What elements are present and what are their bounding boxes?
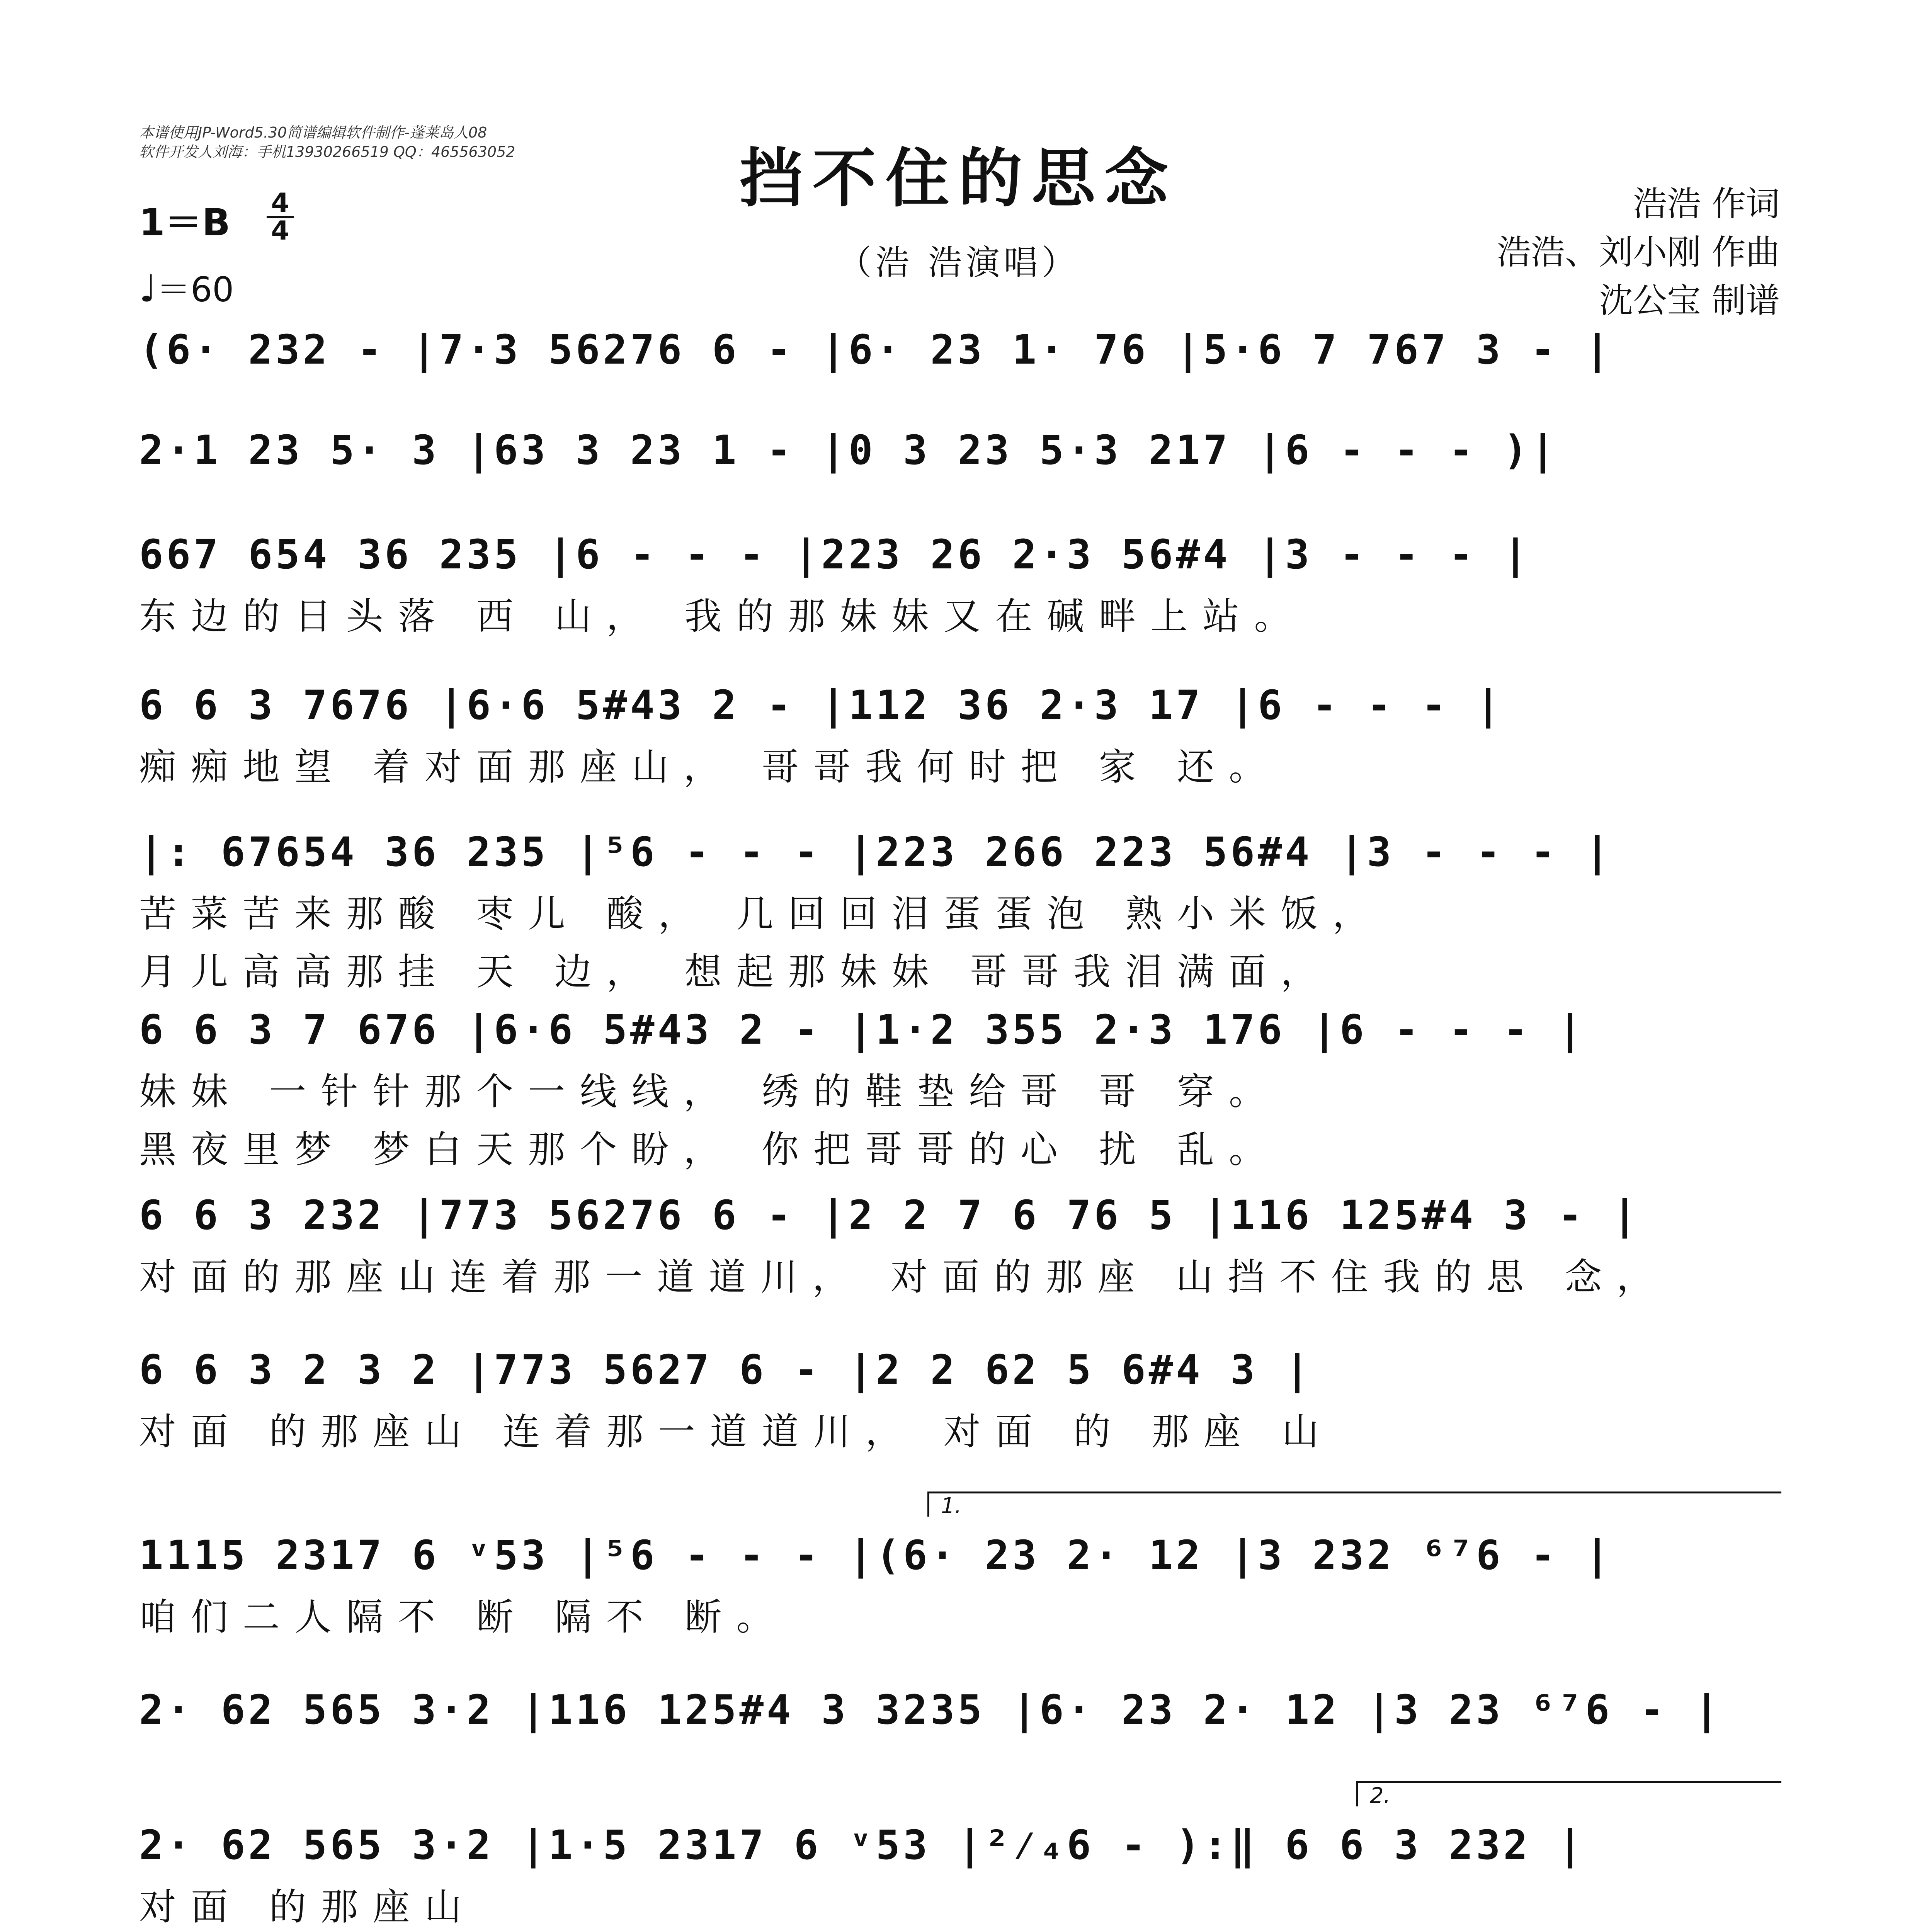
software-line-2: 软件开发人刘海：手机13930266519 QQ：465563052 (139, 143, 515, 160)
key-signature: 1＝B (139, 201, 230, 244)
lyric-line-1: 痴痴地望 着对面那座山， 哥哥我何时把 家 还。 (139, 745, 1281, 789)
notation-line: 667 654 36 235 |6 - - - |223 26 2·3 56#4 |3 - - - | (139, 531, 1531, 578)
staff-line-9 (139, 1493, 1779, 1639)
tempo-value: ＝60 (156, 270, 234, 310)
lyric-line-1: 东边的日头落 西 山， 我的那妹妹又在碱畔上站。 (139, 595, 1306, 638)
staff-line-2 (139, 421, 1779, 498)
lyric-line-2: 黑夜里梦 梦白天那个盼， 你把哥哥的心 扰 乱。 (139, 1128, 1281, 1171)
staff-line-8 (139, 1341, 1779, 1453)
lyric-line-1: 对面的那座山连着那一道道川， 对面的那座 山挡不住我的思 念， (139, 1255, 1669, 1299)
notation-line: 6 6 3 7676 |6·6 5#43 2 - |112 36 2·3 17 |6 - - - | (139, 682, 1504, 729)
staff-line-1 (139, 321, 1779, 398)
volta-bracket (927, 1492, 1781, 1517)
notation-line: 6 6 3 232 |773 56276 6 - |2 2 7 6 76 5 |116 125#4 3 - | (139, 1192, 1640, 1239)
staff-line-5 (139, 823, 1779, 993)
staff-line-10 (139, 1681, 1779, 1758)
singer-line: （浩 浩演唱） (837, 243, 1080, 282)
volta-label: 2. (1370, 1783, 1391, 1808)
tempo-marking (139, 263, 234, 311)
staff-line-3 (139, 526, 1779, 638)
volta-label: 1. (941, 1493, 962, 1519)
notation-line: 2· 62 565 3·2 |1·5 2317 6 ᵛ53 |²⁄₄6 - ):‖ 6 6 3 232 | (139, 1821, 1585, 1869)
lyric-line-2: 月儿高高那挂 天 边， 想起那妹妹 哥哥我泪满面， (139, 950, 1333, 993)
song-title: 挡不住的思念 (739, 141, 1178, 216)
notation-line: (6· 232 - |7·3 56276 6 - |6· 23 1· 76 |5·6 7 767 3 - | (139, 326, 1613, 373)
lyric-line-1: 对面 的那座山 (139, 1885, 476, 1929)
lyricist-credit: 浩浩 作词 (1633, 184, 1780, 224)
time-signature-bottom: 4 (271, 216, 289, 246)
notation-line: 2· 62 565 3·2 |116 125#4 3 3235 |6· 23 2· 12 |3 23 ⁶⁷6 - | (139, 1686, 1722, 1733)
notation-line: 1115 2317 6 ᵛ53 |⁵6 - - - |(6· 23 2· 12 |3 232 ⁶⁷6 - | (139, 1532, 1613, 1579)
notation-line: 6 6 3 2 3 2 |773 5627 6 - |2 2 62 5 6#4 3 | (139, 1346, 1313, 1393)
notation-line: 2·1 23 5· 3 |63 3 23 1 - |0 3 23 5·3 217 |6 - - - )| (139, 427, 1558, 474)
software-line-1: 本谱使用JP-Word5.30简谱编辑软件制作-蓬莱岛人08 (139, 124, 487, 141)
time-signature (267, 188, 294, 246)
lyric-line-1: 咱们二人隔不 断 隔不 断。 (139, 1595, 788, 1639)
time-signature-top: 4 (271, 188, 289, 218)
composer-credit: 浩浩、刘小刚 作曲 (1497, 232, 1780, 272)
staff-line-6 (139, 1001, 1779, 1171)
credits (1497, 180, 1780, 325)
staff-line-7 (139, 1186, 1779, 1299)
quarter-note-icon: ♩ (139, 267, 157, 310)
arranger-credit: 沈公宝 制谱 (1599, 281, 1780, 320)
lyric-line-1: 对面 的那座山 连着那一道道川， 对面 的 那座 山 (139, 1410, 1334, 1453)
lyric-line-1: 妹妹 一针针那个一线线， 绣的鞋垫给哥 哥 穿。 (139, 1070, 1281, 1113)
volta-bracket (1356, 1781, 1781, 1806)
notation-line: 6 6 3 7 676 |6·6 5#43 2 - |1·2 355 2·3 176 |6 - - - | (139, 1006, 1585, 1053)
lyric-line-1: 苦菜苦来那酸 枣儿 酸， 几回回泪蛋蛋泡 熟小米饭， (139, 892, 1385, 935)
staff-line-11 (139, 1783, 1779, 1929)
notation-line: |: 67654 36 235 |⁵6 - - - |223 266 223 56#4 |3 - - - | (139, 828, 1613, 876)
staff-line-4 (139, 676, 1779, 789)
